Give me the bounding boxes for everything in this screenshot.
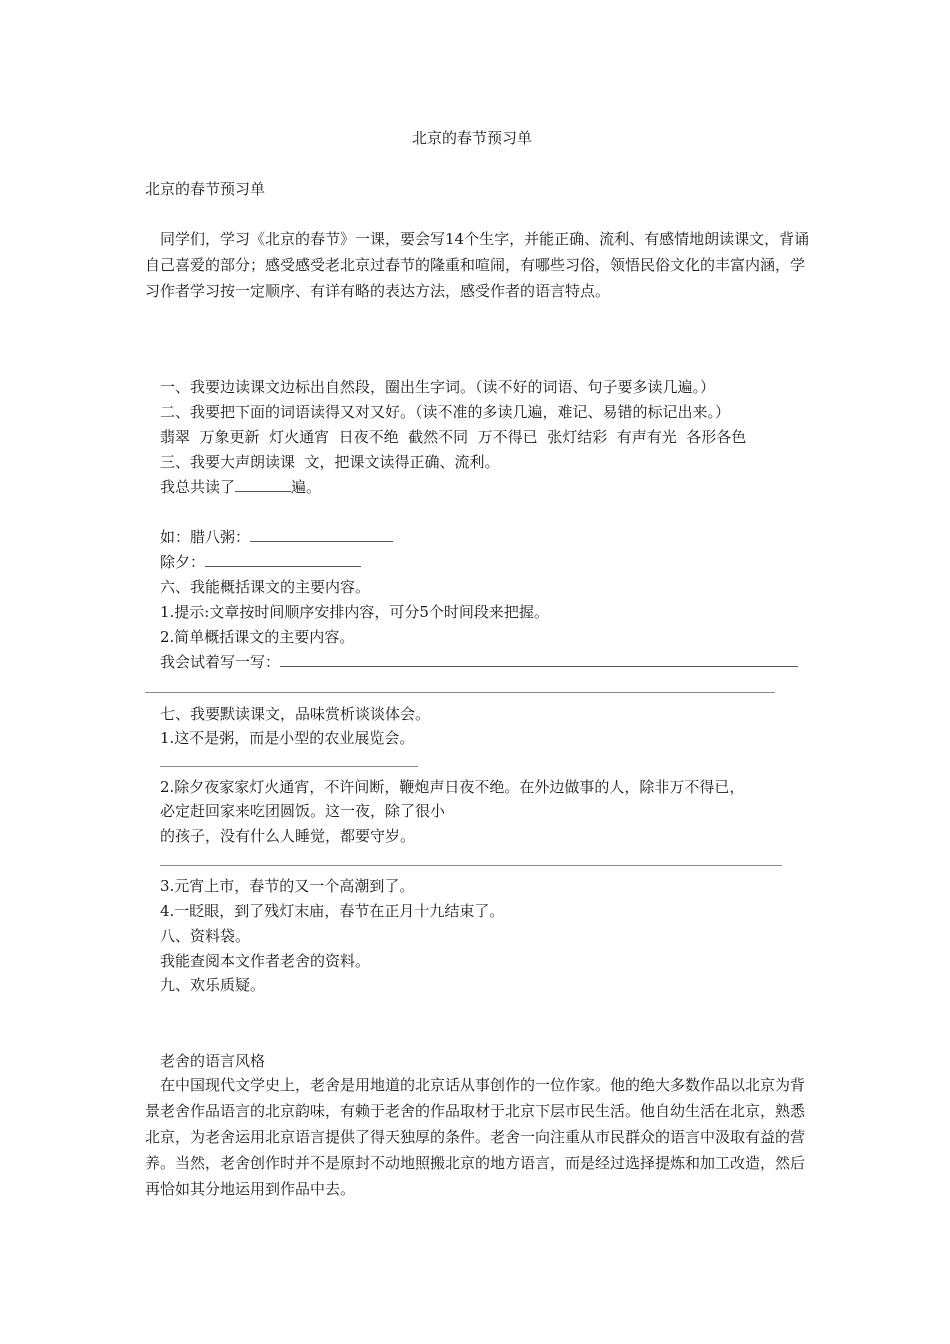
item-6-1: 1.提示:文章按时间顺序安排内容，可分5个时间段来把握。 <box>160 603 549 621</box>
try-write-label: 我会试着写一写： <box>160 653 281 671</box>
page-title: 北京的春节预习单 <box>412 129 533 147</box>
eve-blank[interactable] <box>205 552 361 567</box>
item-3: 三、我要大声朗读课 文，把课文读得正确、流利。 <box>160 453 500 471</box>
item-7-2-line-1: 2.除夕夜家家灯火通宵，不许间断，鞭炮声日夜不绝。在外边做事的人，除非万不得已， <box>160 778 745 796</box>
try-write-line <box>160 652 798 672</box>
item-7-1: 1.这不是粥，而是小型的农业展览会。 <box>160 729 415 747</box>
example-line <box>160 527 393 547</box>
word-list: 翡翠 万象更新 灯火通宵 日夜不绝 截然不同 万不得已 张灯结彩 有声有光 各形各色 <box>160 428 747 446</box>
item-7-4: 4.一眨眼，到了残灯末庙，春节在正月十九结束了。 <box>160 902 505 920</box>
subtitle: 北京的春节预习单 <box>145 180 266 198</box>
eve-line <box>160 552 361 572</box>
item-2: 二、我要把下面的词语读得又对又好。（读不准的多读几遍，难记、易错的标记出来。） <box>160 403 731 421</box>
item-9: 九、欢乐质疑。 <box>160 976 266 994</box>
example-label: 如：腊八粥： <box>160 528 251 546</box>
style-paragraph: 在中国现代文学史上，老舍是用地道的北京话从事创作的一位作家。他的绝大多数作品以北京为背景老舍作品语言的北京韵味，有赖于老舍的作品取材于北京下层市民生活。他自幼生活在北京，熟悉北京，为老舍运用北京语言提供了得天独厚的条件。老舍一向注重从市民群众的语言中汲取有益的营养。当然，老舍创作时并不是原封不动地照搬北京的地方语言，而是经过选择提炼和加工改造，然后再恰如其分地运用到作品中去。 <box>145 1076 806 1198</box>
eve-label: 除夕： <box>160 553 206 571</box>
item-7-2-line-2: 必定赶回家来吃团圆饭。这一夜，除了很小 <box>160 802 446 820</box>
item-7-3: 3.元宵上市，春节的又一个高潮到了。 <box>160 877 415 895</box>
answer-line[interactable] <box>160 766 418 767</box>
item-7-2-line-3: 的孩子，没有什么人睡觉，都要守岁。 <box>160 827 416 845</box>
answer-line[interactable] <box>160 865 782 866</box>
intro-paragraph: 同学们，学习《北京的春节》一课，要会写14个生字，并能正确、流利、有感情地朗读课文，背诵自己喜爱的部分；感受感受老北京过春节的隆重和喧闹，有哪些习俗，领悟民俗文化的丰富内涵，学习作者学习按一定顺序、有详有略的表达方法，感受作者的语言特点。 <box>145 230 810 300</box>
item-6: 六、我能概括课文的主要内容。 <box>160 578 371 596</box>
read-count-line <box>160 477 321 497</box>
item-1: 一、我要边读课文边标出自然段，圈出生字词。（读不好的词语、句子要多读几遍。） <box>160 378 716 396</box>
item-7: 七、我要默读课文，品味赏析谈谈体会。 <box>160 705 431 723</box>
example-blank[interactable] <box>250 527 393 542</box>
try-write-blank[interactable] <box>280 652 798 667</box>
read-count-prefix: 我总共读了 <box>160 478 236 496</box>
item-8: 八、资料袋。 <box>160 927 251 945</box>
item-6-2: 2.简单概括课文的主要内容。 <box>160 628 355 646</box>
answer-line[interactable] <box>145 692 775 693</box>
read-count-suffix: 遍。 <box>291 478 322 496</box>
style-title: 老舍的语言风格 <box>160 1052 266 1070</box>
item-8-text: 我能查阅本文作者老舍的资料。 <box>160 952 371 970</box>
read-count-blank[interactable] <box>235 477 291 492</box>
